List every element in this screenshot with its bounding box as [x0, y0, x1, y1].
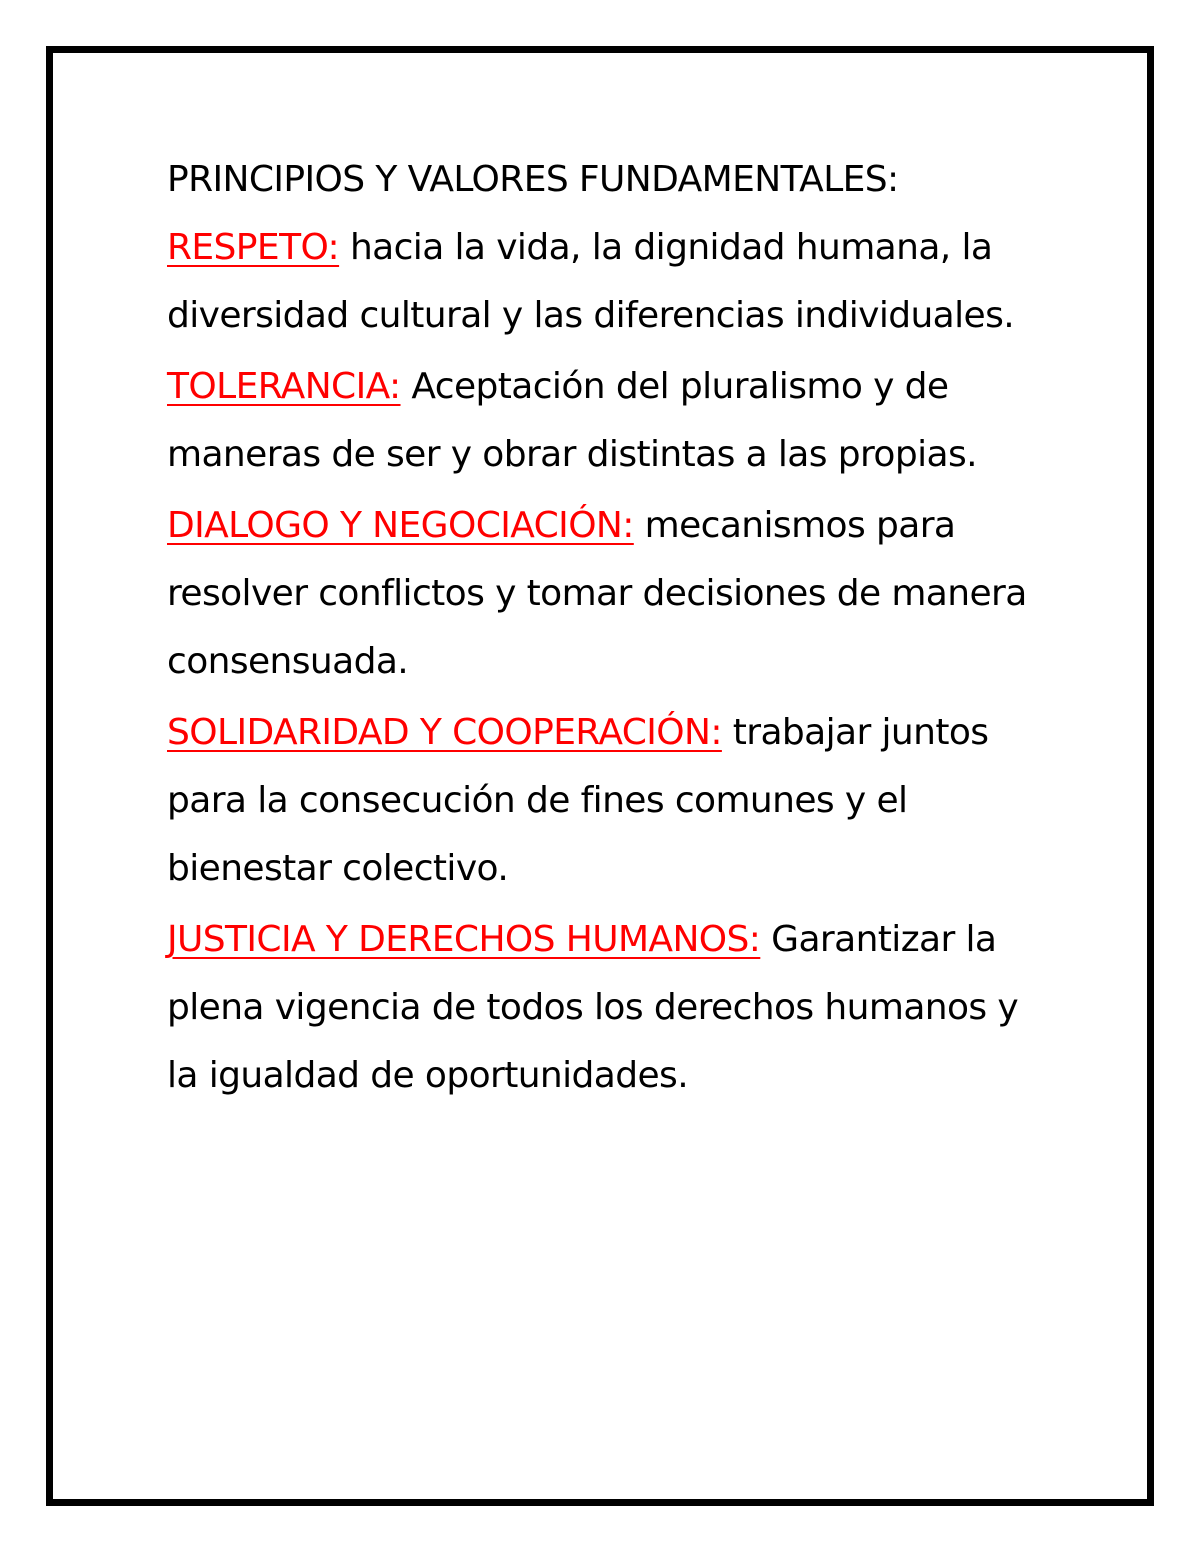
description-justicia: Garantizar la plena vigencia de todos los derechos humanos y la igualdad de oportunidades. — [167, 919, 1019, 1096]
principle-respeto — [167, 214, 1047, 350]
term-respeto: RESPETO: — [167, 227, 340, 268]
principle-justicia — [167, 906, 1047, 1110]
term-dialogo: DIALOGO Y NEGOCIACIÓN: — [167, 505, 634, 546]
description-dialogo: mecanismos para resolver conflictos y tomar decisiones de manera consensuada. — [167, 505, 1027, 682]
document-title — [167, 146, 1047, 214]
description-solidaridad: trabajar juntos para la consecución de fines comunes y el bienestar colectivo. — [167, 712, 989, 889]
title-text: PRINCIPIOS Y VALORES FUNDAMENTALES: — [167, 159, 899, 200]
description-tolerancia: Aceptación del pluralismo y de maneras de ser y obrar distintas a las propias. — [167, 366, 977, 475]
document-body — [167, 146, 1047, 1110]
term-solidaridad: SOLIDARIDAD Y COOPERACIÓN: — [167, 712, 722, 753]
principle-dialogo — [167, 492, 1047, 696]
description-respeto: hacia la vida, la dignidad humana, la diversidad cultural y las diferencias individuales. — [167, 227, 1015, 336]
term-tolerancia: TOLERANCIA: — [167, 366, 401, 407]
principle-tolerancia — [167, 353, 1047, 489]
principle-solidaridad — [167, 699, 1047, 903]
term-justicia: JUSTICIA Y DERECHOS HUMANOS: — [167, 919, 761, 960]
